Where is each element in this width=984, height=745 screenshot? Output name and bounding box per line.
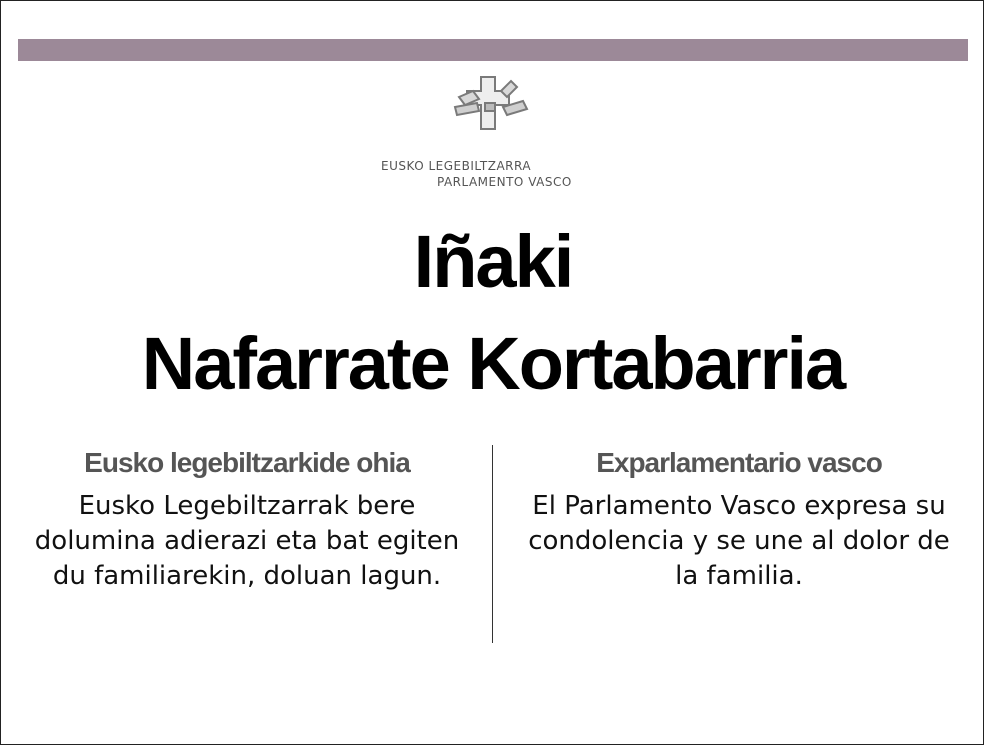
spanish-column [513, 445, 965, 594]
deceased-first-name: Iñaki [413, 220, 573, 303]
basque-column [21, 445, 473, 594]
basque-heading: Eusko legebiltzarkide ohia [84, 447, 410, 478]
basque-message: Eusko Legebiltzarrak bere dolumina adierazi eta bat egiten du familiarekin, doluan lagun. [34, 491, 460, 591]
deceased-last-name: Nafarrate Kortabarria [141, 322, 845, 405]
spanish-heading: Exparlamentario vasco [596, 447, 882, 478]
column-divider [492, 445, 493, 643]
logo-text-basque: EUSKO LEGEBILTZARRA [381, 159, 532, 173]
spanish-message: El Parlamento Vasco expresa su condolencia y se une al dolor de la familia. [528, 491, 950, 591]
basque-parliament-emblem-icon [441, 73, 541, 133]
top-color-bar [18, 39, 968, 61]
logo-text-spanish: PARLAMENTO VASCO [437, 175, 572, 189]
parliament-logo [371, 73, 611, 193]
